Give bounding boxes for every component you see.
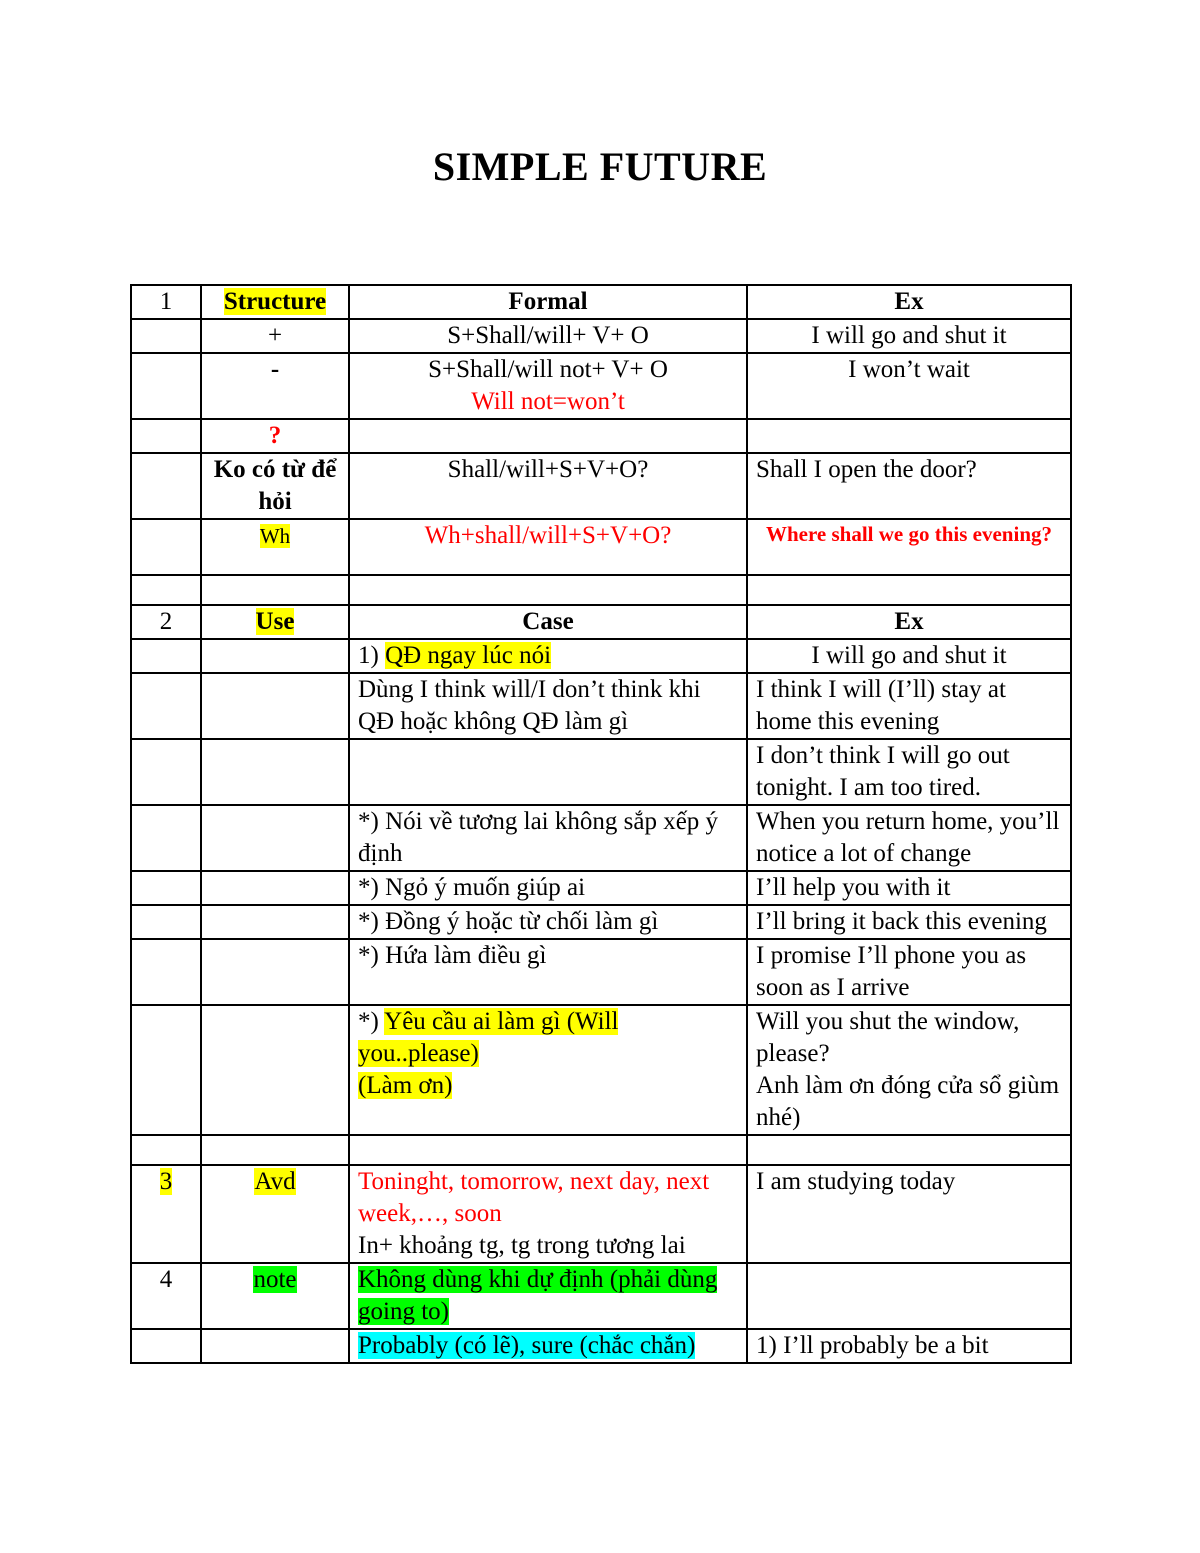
wh-label: Wh: [259, 524, 291, 548]
note-example: 1) I’ll probably be a bit: [747, 1329, 1071, 1363]
note-text: Không dùng khi dự định (phải dùng going to): [358, 1266, 718, 1325]
use-case-6: *) Đồng ý hoặc từ chối làm gì: [349, 905, 747, 939]
use-case-4: *) Nói về tương lai không sắp xếp ý định: [349, 805, 747, 871]
affirmative-example: I will go and shut it: [747, 319, 1071, 353]
negative-example: I won’t wait: [747, 353, 1071, 419]
section-label-use: Use: [255, 608, 295, 635]
use-example-3: I don’t think I will go out tonight. I am too tired.: [747, 739, 1071, 805]
use-example-1: I will go and shut it: [747, 639, 1071, 673]
use-example-5: I’ll help you with it: [747, 871, 1071, 905]
header-ex: Ex: [747, 285, 1071, 319]
table-row: [131, 419, 1071, 453]
table-row: [131, 673, 1071, 739]
grammar-table: [130, 284, 1072, 1364]
table-row: [131, 319, 1071, 353]
affirmative-symbol: +: [201, 319, 349, 353]
use-case-1: QĐ ngay lúc nói: [385, 642, 552, 669]
use-example-8-translation: Anh làm ơn đóng cửa sổ giùm nhé): [756, 1072, 1060, 1131]
table-row: [131, 1263, 1071, 1329]
table-row: [131, 605, 1071, 639]
header-case: Case: [349, 605, 747, 639]
use-case-2: Dùng I think will/I don’t think khi QĐ hoặc không QĐ làm gì: [349, 673, 747, 739]
use-case-8: Yêu cầu ai làm gì (Will you..please): [358, 1008, 619, 1067]
table-row: [131, 871, 1071, 905]
table-row: [131, 739, 1071, 805]
affirmative-formula: S+Shall/will+ V+ O: [349, 319, 747, 353]
adverbs-note: In+ khoảng tg, tg trong tương lai: [358, 1232, 686, 1259]
section-number: 2: [131, 605, 201, 639]
wh-question-example: Where shall we go this evening?: [747, 519, 1071, 575]
header-ex: Ex: [747, 605, 1071, 639]
table-row: [131, 1005, 1071, 1135]
table-row: [131, 1165, 1071, 1263]
use-example-8: Will you shut the window, please?: [756, 1008, 1020, 1067]
wh-question-formula: Wh+shall/will+S+V+O?: [349, 519, 747, 575]
table-row: [131, 805, 1071, 871]
table-row: [131, 453, 1071, 519]
negative-note: Will not=won’t: [471, 388, 625, 415]
yes-no-question-example: Shall I open the door?: [747, 453, 1071, 519]
section-number: 4: [131, 1263, 201, 1329]
table-row: [131, 939, 1071, 1005]
section-label-note: note: [253, 1266, 297, 1293]
negative-formula: S+Shall/will not+ V+ O: [428, 356, 668, 383]
negative-symbol: -: [201, 353, 349, 419]
use-example-6: I’ll bring it back this evening: [747, 905, 1071, 939]
case-prefix: 1): [358, 642, 386, 669]
adverbs-list: Toninght, tomorrow, next day, next week,…, soon: [358, 1168, 710, 1227]
use-case-5: *) Ngỏ ý muốn giúp ai: [349, 871, 747, 905]
section-label-avd: Avd: [254, 1168, 296, 1195]
header-formal: Formal: [349, 285, 747, 319]
section-label-structure: Structure: [223, 288, 327, 315]
table-row: [131, 1329, 1071, 1363]
use-example-2: I think I will (I’ll) stay at home this evening: [747, 673, 1071, 739]
page-title: SIMPLE FUTURE: [432, 144, 768, 189]
yes-no-question-formula: Shall/will+S+V+O?: [349, 453, 747, 519]
use-case-8-note: (Làm ơn): [358, 1072, 453, 1099]
adverbs-example: I am studying today: [747, 1165, 1071, 1263]
table-row-empty: [131, 575, 1071, 605]
use-example-4: When you return home, you’ll notice a lot of change: [747, 805, 1071, 871]
table-row: [131, 353, 1071, 419]
use-case-7: *) Hứa làm điều gì: [349, 939, 747, 1005]
note-text-2: Probably (có lẽ), sure (chắc chắn): [358, 1332, 696, 1359]
section-number: 3: [159, 1168, 173, 1195]
table-row: [131, 905, 1071, 939]
table-row: [131, 519, 1071, 575]
case-prefix: *): [358, 1008, 385, 1035]
yes-no-question-label: Ko có từ để hỏi: [201, 453, 349, 519]
section-number: 1: [131, 285, 201, 319]
use-example-7: I promise I’ll phone you as soon as I arrive: [747, 939, 1071, 1005]
question-symbol: ?: [201, 419, 349, 453]
table-row: [131, 639, 1071, 673]
table-row-empty: [131, 1135, 1071, 1165]
table-row: [131, 285, 1071, 319]
